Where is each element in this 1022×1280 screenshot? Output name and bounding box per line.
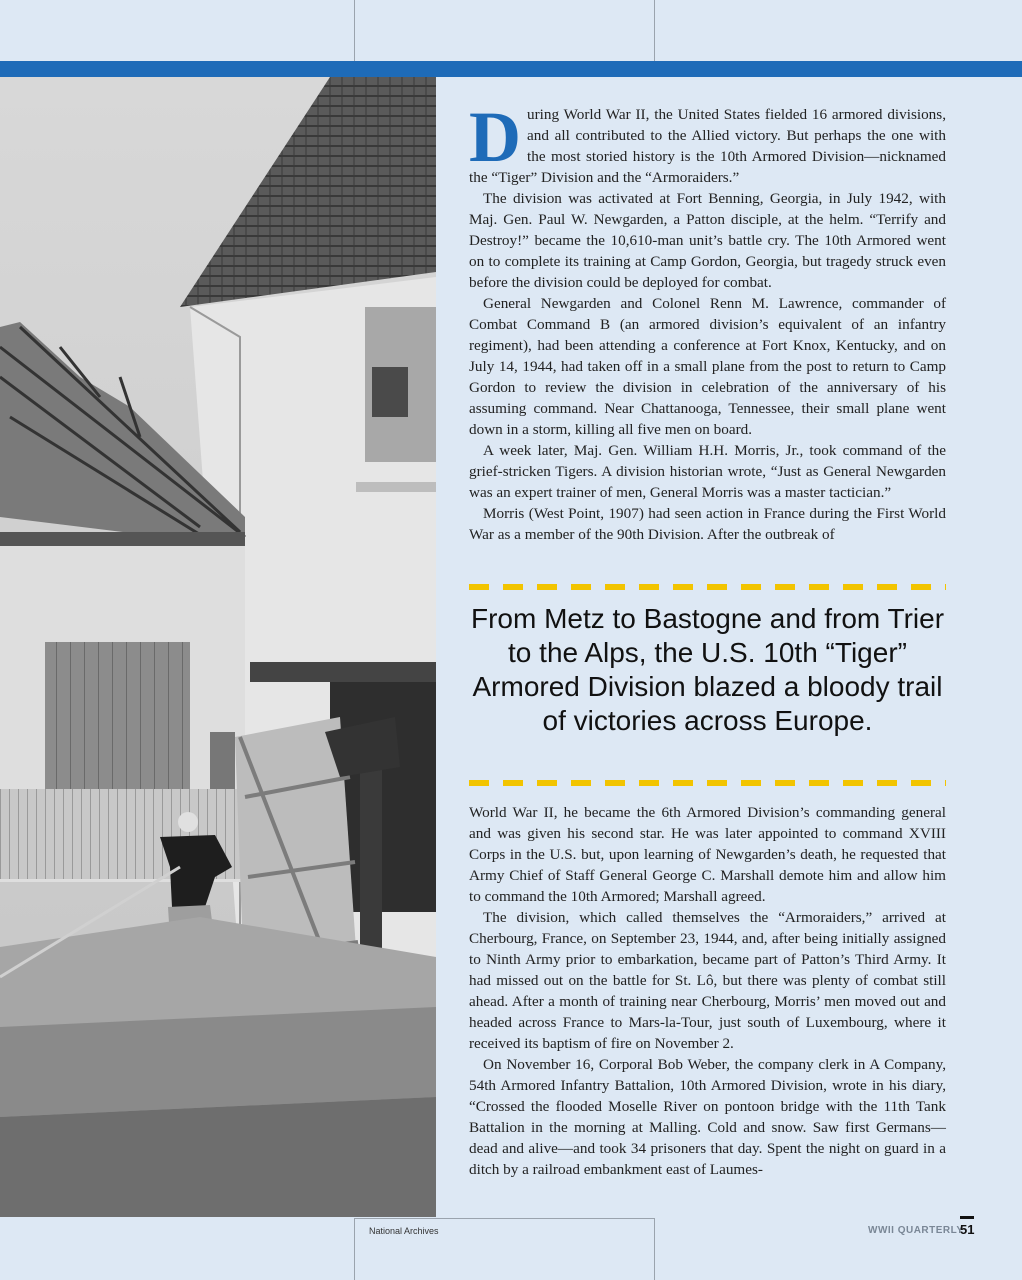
page-number-bar [960, 1216, 974, 1219]
war-photo [0, 77, 436, 1217]
article-body-bottom [469, 802, 946, 1180]
pull-quote [469, 584, 946, 788]
pull-quote-rule-top [469, 584, 946, 590]
article-paragraph: A week later, Maj. Gen. William H.H. Morris, Jr., took command of the grief-stricken Tigers. A division historian wrote, “Just as General Newgarden was an expert trainer of men, General Morris was a master tactician.” [469, 442, 946, 501]
guide-line [354, 1218, 654, 1219]
photo-credit: National Archives [369, 1226, 439, 1236]
guide-line [654, 0, 655, 61]
guide-line [354, 0, 355, 61]
guide-line [654, 1218, 655, 1280]
top-color-band [0, 61, 1022, 77]
article-paragraph: During World War II, the United States fielded 16 armored divisions, and all contributed to the Allied victory. But perhaps the one with the most storied history is the 10th Armored Division—nicknamed the “Tiger” Division and the “Armoraiders.” [469, 97, 946, 186]
article-paragraph: The division was activated at Fort Benning, Georgia, in July 1942, with Maj. Gen. Paul W. Newgarden, a Patton disciple, at the helm. “Terrify and Destroy!” became the 10,610-man unit’s battle cry. The 10th Armored went on to complete its training at Camp Gordon, Georgia, but tragedy struck even before the division could be deployed for combat. [469, 190, 946, 291]
pull-quote-text: From Metz to Bastogne and from Trier to the Alps, the U.S. 10th “Tiger” Armored Division blazed a bloody trail of victories across Europe. [470, 603, 945, 736]
article-paragraph: The division, which called themselves the “Armoraiders,” arrived at Cherbourg, France, on September 23, 1944, and, after being initially assigned to Ninth Army prior to embarkation, became part of Patton’s Third Army. It had missed out on the battle for St. Lô, but there was plenty of combat still ahead. After a month of training near Cherbourg, Morris’ men moved out and headed across France to Mars-la-Tour, just south of Luxembourg, where it received its baptism of fire on November 2. [469, 909, 946, 1052]
drop-cap: D [469, 97, 521, 177]
article-paragraph: Morris (West Point, 1907) had seen action in France during the First World War as a member of the 90th Division. After the outbreak of [469, 505, 946, 543]
guide-line [354, 1218, 355, 1280]
page-number: 51 [960, 1222, 975, 1237]
article-paragraph: World War II, he became the 6th Armored Division’s commanding general and was given his second star. He was later appointed to command XVIII Corps in the U.S. but, upon learning of Newgarden’s death, he requested that Army Chief of Staff General George C. Marshall demote him and allow him to command the 10th Armored; Marshall agreed. [469, 804, 946, 905]
pull-quote-rule-bottom [469, 780, 946, 786]
article-paragraph: General Newgarden and Colonel Renn M. Lawrence, commander of Combat Command B (an armored division’s equivalent of an infantry regiment), had been attending a conference at Fort Knox, Kentucky, and on July 14, 1944, had taken off in a small plane from the post to return to Camp Gordon to review the division in celebration of the anniversary of his assuming command. Near Chattanooga, Tennessee, their small plane went down in a storm, killing all five men on board. [469, 295, 946, 438]
magazine-name: WWII QUARTERLY [868, 1225, 964, 1236]
article-paragraph: On November 16, Corporal Bob Weber, the company clerk in A Company, 54th Armored Infantry Battalion, 10th Armored Division, wrote in his diary, “Crossed the flooded Moselle River on pontoon bridge with the 11th Tank Battalion in the morning at Malling. Cold and snow. Saw first Germans—dead and alive—and took 34 prisoners that day. Spent the night on guard in a ditch by a railroad embankment east of Laumes- [469, 1056, 946, 1178]
article-body-top [469, 97, 946, 545]
